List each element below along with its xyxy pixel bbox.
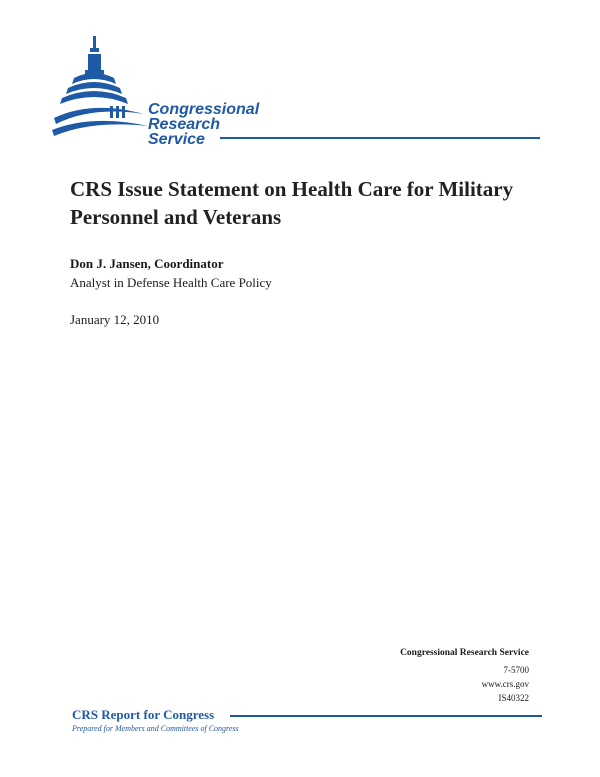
crs-phone: 7-5700 (503, 665, 529, 675)
capitol-dome-icon (52, 34, 152, 146)
footer-report-title: CRS Report for Congress (72, 707, 215, 722)
logo-rule (220, 137, 540, 139)
crs-website[interactable]: www.crs.gov (481, 679, 529, 689)
crs-logo (52, 34, 542, 146)
footer-rule (230, 715, 542, 717)
document-date: January 12, 2010 (70, 312, 160, 327)
footer-subtitle: Prepared for Members and Committees of Congress (72, 724, 239, 733)
crs-report-number: IS40322 (498, 693, 529, 703)
logo-text-service: Service (148, 131, 205, 148)
crs-organization: Congressional Research Service (400, 648, 529, 658)
author-role: Analyst in Defense Health Care Policy (70, 275, 272, 290)
author-name: Don J. Jansen, Coordinator (70, 256, 224, 271)
logo-text-research: Research (148, 116, 221, 133)
logo-text-congressional: Congressional (148, 101, 260, 118)
crs-contact-block (400, 646, 529, 705)
document-title: CRS Issue Statement on Health Care for Military Personnel and Veterans (70, 177, 514, 229)
